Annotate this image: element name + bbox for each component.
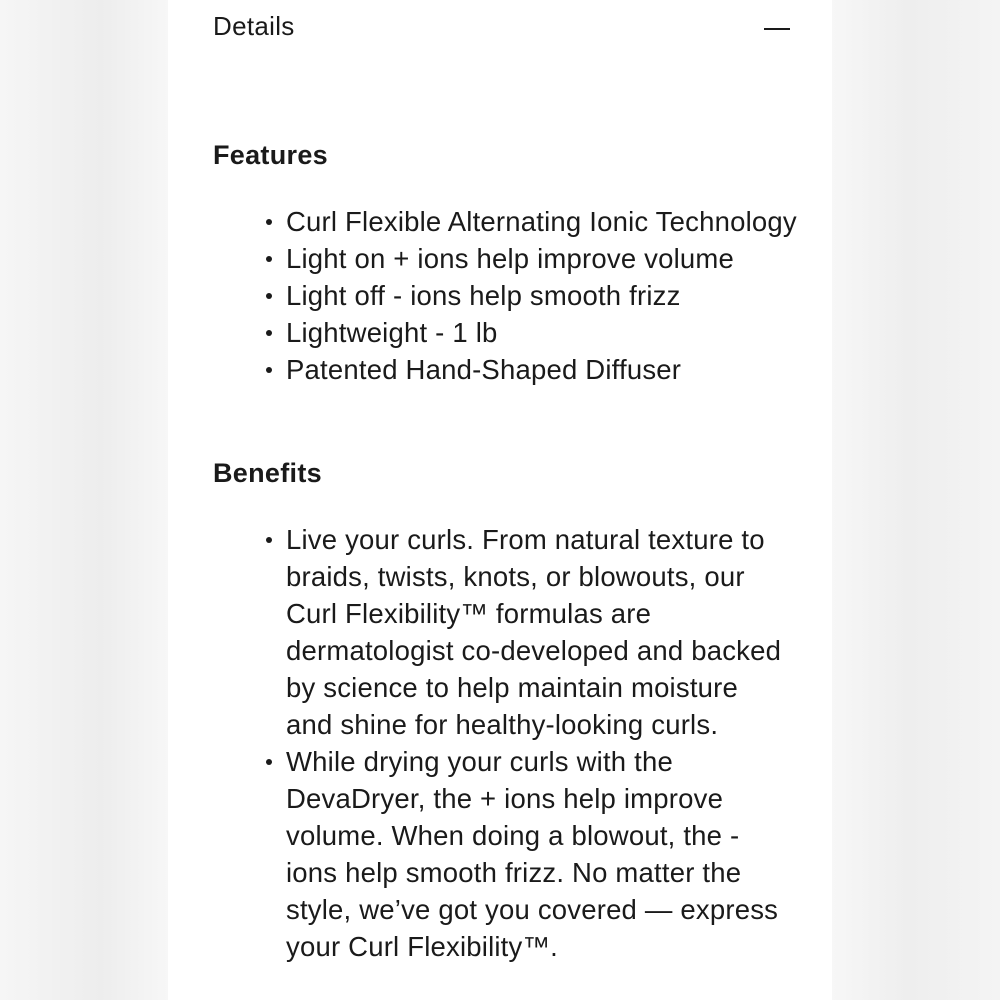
list-item [286,521,786,743]
list-item [286,277,806,314]
bullet-icon [266,367,272,373]
details-accordion-header[interactable] [213,0,793,56]
list-item-text: Light off - ions help smooth frizz [286,280,681,311]
list-item [286,240,806,277]
list-item-text: Curl Flexible Alternating Ionic Technology [286,206,797,237]
list-item-text: Lightweight - 1 lb [286,317,498,348]
list-item-text: Live your curls. From natural texture to braids, twists, knots, or blowouts, our Curl Flexibility™ formulas are dermatologist co-developed and backed by science to help maintain moisture and shine for healthy-looking curls. [286,524,782,740]
bullet-icon [266,219,272,225]
bullet-icon [266,256,272,262]
list-item [286,743,786,965]
details-panel [168,0,832,1000]
bullet-icon [266,537,272,543]
minus-icon[interactable] [764,28,790,30]
features-heading: Features [213,140,328,170]
list-item [286,203,806,240]
bullet-icon [266,293,272,299]
list-item-text: While drying your curls with the DevaDryer, the + ions help improve volume. When doing a blowout, the - ions help smooth frizz. No matter the style, we’ve got you covered — express your Curl Flexibility™. [286,746,779,962]
bullet-icon [266,759,272,765]
left-backdrop [0,0,168,1000]
benefits-list [286,521,786,965]
details-title: Details [213,11,295,41]
bullet-icon [266,330,272,336]
features-list [286,203,806,388]
list-item [286,314,806,351]
list-item [286,351,806,388]
list-item-text: Light on + ions help improve volume [286,243,735,274]
list-item-text: Patented Hand-Shaped Diffuser [286,354,682,385]
right-backdrop [832,0,1000,1000]
benefits-heading: Benefits [213,458,322,488]
